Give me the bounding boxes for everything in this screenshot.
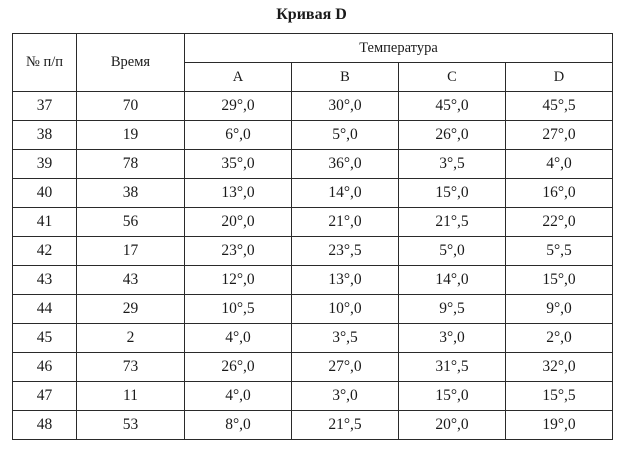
cell-num: 38 (13, 121, 77, 150)
cell-b: 27°,0 (292, 353, 399, 382)
header-a: A (185, 63, 292, 92)
table-row (13, 179, 613, 208)
cell-b: 30°,0 (292, 92, 399, 121)
table-row (13, 382, 613, 411)
header-d: D (506, 63, 613, 92)
cell-time: 70 (77, 92, 185, 121)
cell-a: 4°,0 (185, 324, 292, 353)
table-row (13, 353, 613, 382)
cell-num: 48 (13, 411, 77, 440)
cell-time: 19 (77, 121, 185, 150)
cell-d: 19°,0 (506, 411, 613, 440)
table-row (13, 121, 613, 150)
cell-num: 37 (13, 92, 77, 121)
cell-time: 56 (77, 208, 185, 237)
cell-c: 45°,0 (399, 92, 506, 121)
cell-a: 20°,0 (185, 208, 292, 237)
cell-time: 38 (77, 179, 185, 208)
cell-d: 9°,0 (506, 295, 613, 324)
cell-time: 11 (77, 382, 185, 411)
header-num: № п/п (13, 34, 77, 92)
table-row (13, 324, 613, 353)
cell-b: 5°,0 (292, 121, 399, 150)
cell-a: 29°,0 (185, 92, 292, 121)
cell-time: 73 (77, 353, 185, 382)
cell-time: 78 (77, 150, 185, 179)
cell-d: 27°,0 (506, 121, 613, 150)
header-temperature: Температура (185, 34, 613, 63)
cell-b: 23°,5 (292, 237, 399, 266)
table-row (13, 92, 613, 121)
cell-c: 3°,5 (399, 150, 506, 179)
cell-d: 15°,0 (506, 266, 613, 295)
cell-a: 10°,5 (185, 295, 292, 324)
cell-c: 3°,0 (399, 324, 506, 353)
cell-num: 44 (13, 295, 77, 324)
header-c: C (399, 63, 506, 92)
cell-num: 42 (13, 237, 77, 266)
cell-d: 32°,0 (506, 353, 613, 382)
cell-time: 43 (77, 266, 185, 295)
cell-a: 8°,0 (185, 411, 292, 440)
cell-num: 40 (13, 179, 77, 208)
cell-a: 35°,0 (185, 150, 292, 179)
cell-c: 14°,0 (399, 266, 506, 295)
header-time: Время (77, 34, 185, 92)
cell-time: 29 (77, 295, 185, 324)
cell-a: 13°,0 (185, 179, 292, 208)
cell-d: 22°,0 (506, 208, 613, 237)
table-row (13, 237, 613, 266)
cell-c: 9°,5 (399, 295, 506, 324)
cell-c: 15°,0 (399, 382, 506, 411)
header-b: B (292, 63, 399, 92)
table-row (13, 150, 613, 179)
cell-num: 46 (13, 353, 77, 382)
cell-b: 14°,0 (292, 179, 399, 208)
cell-a: 23°,0 (185, 237, 292, 266)
cell-c: 26°,0 (399, 121, 506, 150)
cell-num: 43 (13, 266, 77, 295)
cell-c: 21°,5 (399, 208, 506, 237)
cell-c: 5°,0 (399, 237, 506, 266)
cell-d: 4°,0 (506, 150, 613, 179)
table-row (13, 266, 613, 295)
cell-d: 15°,5 (506, 382, 613, 411)
header-row (13, 34, 613, 63)
cell-d: 45°,5 (506, 92, 613, 121)
cell-time: 53 (77, 411, 185, 440)
cell-a: 26°,0 (185, 353, 292, 382)
cell-d: 5°,5 (506, 237, 613, 266)
cell-d: 16°,0 (506, 179, 613, 208)
cell-a: 4°,0 (185, 382, 292, 411)
cell-b: 36°,0 (292, 150, 399, 179)
cell-b: 3°,0 (292, 382, 399, 411)
cell-num: 45 (13, 324, 77, 353)
cell-b: 13°,0 (292, 266, 399, 295)
temperature-table (12, 33, 613, 440)
cell-num: 41 (13, 208, 77, 237)
page-title: Кривая D (276, 6, 347, 23)
cell-num: 39 (13, 150, 77, 179)
cell-d: 2°,0 (506, 324, 613, 353)
cell-a: 6°,0 (185, 121, 292, 150)
table-row (13, 411, 613, 440)
cell-c: 31°,5 (399, 353, 506, 382)
cell-time: 17 (77, 237, 185, 266)
cell-c: 15°,0 (399, 179, 506, 208)
cell-b: 21°,0 (292, 208, 399, 237)
cell-time: 2 (77, 324, 185, 353)
cell-b: 10°,0 (292, 295, 399, 324)
cell-a: 12°,0 (185, 266, 292, 295)
cell-b: 21°,5 (292, 411, 399, 440)
table-row (13, 208, 613, 237)
cell-c: 20°,0 (399, 411, 506, 440)
cell-b: 3°,5 (292, 324, 399, 353)
cell-num: 47 (13, 382, 77, 411)
table-row (13, 295, 613, 324)
